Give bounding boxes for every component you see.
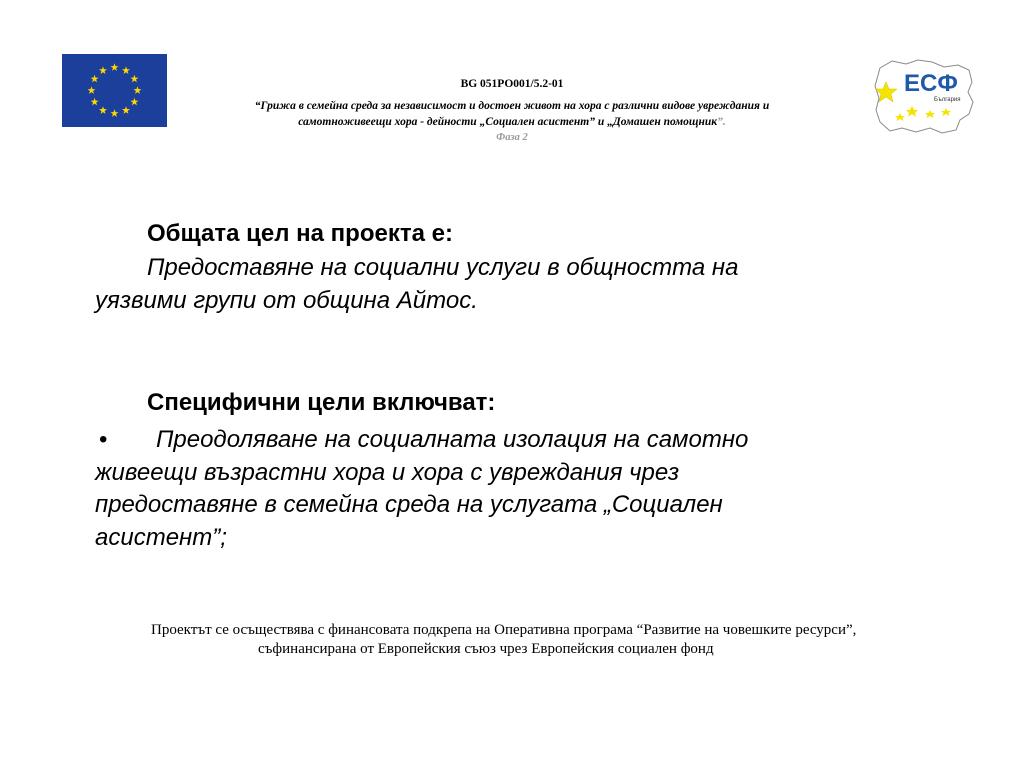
esf-logo-text: ЕСФ	[904, 70, 958, 97]
funding-note-line-1: Проектът се осъществява с финансовата подкрепа на Оперативна програма “Развитие на човешките ресурси”,	[151, 622, 857, 638]
goal-heading: Общата цел на проекта е:	[147, 220, 453, 247]
specific-goal-line-1: Преодоляване на социалната изолация на самотно	[156, 426, 749, 453]
esf-logo-subtext: България	[934, 97, 961, 103]
phase-label: Фаза 2	[496, 132, 528, 143]
specific-goal-line-2: живеещи възрастни хора и хора с увреждания чрез	[95, 459, 680, 486]
goal-text-line-1: Предоставяне на социални услуги в общността на	[147, 254, 739, 281]
bullet-marker: •	[99, 426, 108, 453]
specific-goals-heading: Специфични цели включват:	[147, 389, 496, 416]
project-title-line-2-main: самотноживеещи хора - дейности „Социален асистент” и „Домашен помощник	[298, 116, 718, 128]
funding-note-line-2: съфинансирана от Европейския съюз чрез Европейския социален фонд	[258, 641, 714, 657]
project-title-quote: ”.	[717, 116, 726, 128]
goal-text-line-2: уязвими групи от община Айтос.	[95, 287, 478, 314]
project-code: BG 051PO001/5.2-01	[460, 78, 564, 90]
specific-goal-line-3: предоставяне в семейна среда на услугата „Социален	[95, 491, 723, 518]
project-title-line-2	[0, 116, 1024, 128]
specific-goal-line-4: асистент”;	[95, 524, 227, 551]
project-title-line-1: “Грижа в семейна среда за независимост и достоен живот на хора с различни видове увреждания и	[254, 100, 770, 112]
